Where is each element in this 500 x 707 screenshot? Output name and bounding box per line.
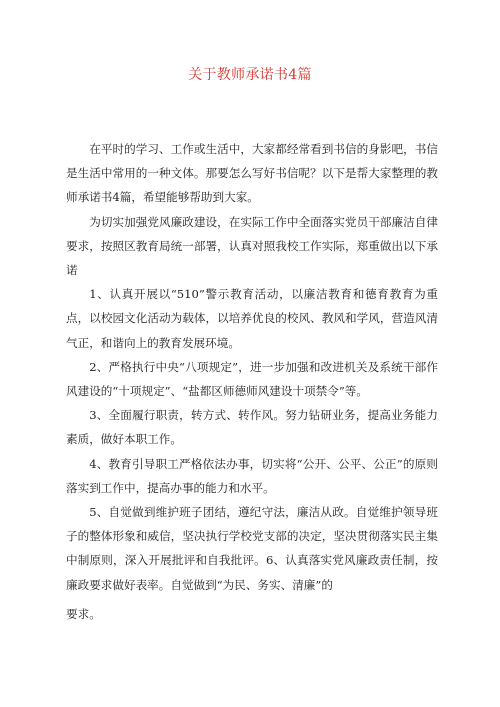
- pledge-item-4: 4、教育引导职工严格依法办事，切实将“公开、公平、公正”的原则落实到工作中，提高办事的能力和水平。: [66, 456, 438, 495]
- pledge-item-5-6: 5、自觉做到维护班子团结，遵纪守法，廉洁从政。自觉维护领导班子的整体形象和威信，坚决执行学校党支部的决定，坚决贯彻落实民主集中制原则，深入开展批评和自我批评。6、认真落实党风廉政责任制，按廉政要求做好表率。自觉做到“为民、务实、清廉”的: [66, 505, 438, 592]
- pledge-item-3: 3、全面履行职责，转方式、转作风。努力钻研业务，提高业务能力素质，做好本职工作。: [66, 408, 438, 447]
- pledge-item-1: 1、认真开展以“510”警示教育活动，以廉洁教育和德育教育为重点，以校园文化活动为载体，以培养优良的校风、教风和学风，营造风清气正，和谐向上的教育发展环境。: [66, 287, 438, 350]
- intro-paragraph: 在平时的学习、工作或生活中，大家都经常看到书信的身影吧，书信是生活中常用的一种文体。那要怎么写好书信呢？以下是帮大家整理的教师承诺书4篇，希望能够帮助到大家。: [66, 142, 438, 205]
- pledge-item-2: 2、严格执行中央“八项规定”，进一步加强和改进机关及系统干部作风建设的“十项规定”、“盐都区师德师风建设十项禁令”等。: [66, 359, 438, 399]
- trailing-text: 要求。: [66, 607, 101, 621]
- pledge-intro-paragraph: 为切实加强党风廉政建设，在实际工作中全面落实党员干部廉洁自律要求，按照区教育局统一部署，认真对照我校工作实际，郑重做出以下承诺: [66, 214, 438, 278]
- document-title: 关于教师承诺书4篇: [188, 67, 312, 83]
- document-body: [66, 137, 438, 597]
